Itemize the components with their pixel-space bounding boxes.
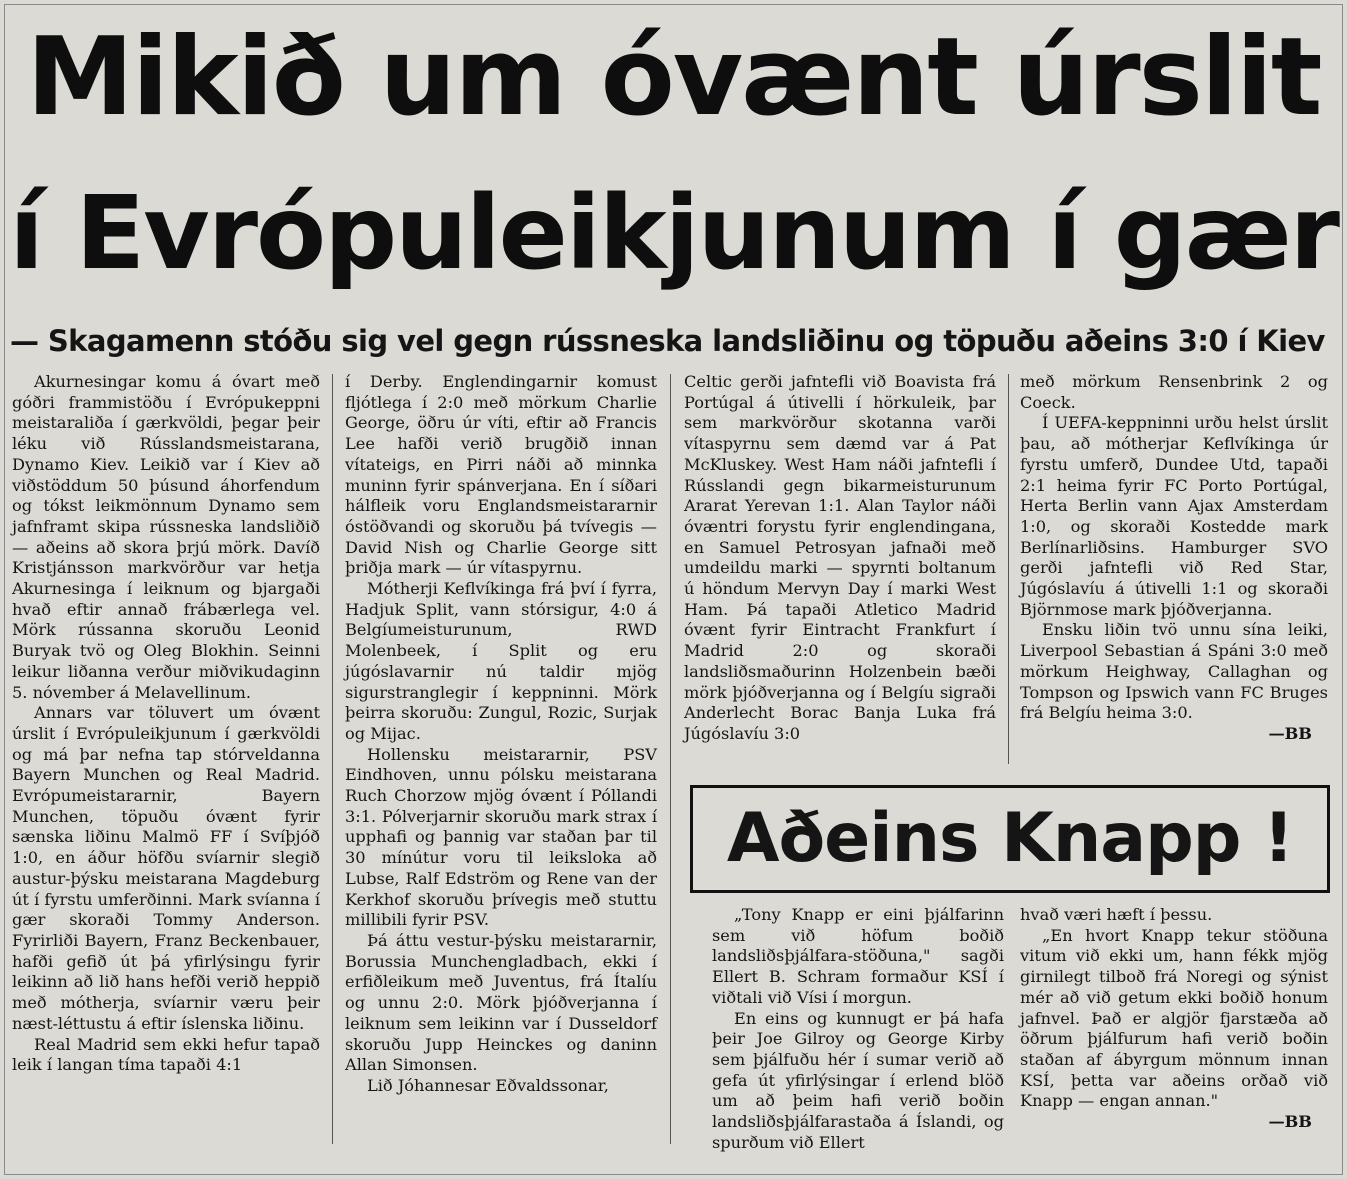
paragraph: Akurnesingar komu á óvart með góðri frammistöðu í Evrópukeppni meistaraliða í gærkvöldi, þegar þeir léku við Rússlandsmeistarana, Dynamo Kiev. Leikið var í Kiev að viðstöddum 50 þúsund áhorfendum og tókst leikmönnum Dynamo sem jafnframt skipa rússneska landsliðið — aðeins að skora þrjú mörk. Davíð Kristjánsson markvörður var hetja Akurnesinga í leiknum og bjargaði hvað eftir annað frábærlega vel. Mörk rússanna skoruðu Leonid Buryak tvö og Oleg Blokhin. Seinni leikur liðanna verður miðvikudaginn 5. nóvember á Melavellinum. bbox=[12, 372, 320, 702]
paragraph: Mótherji Keflvíkinga frá því í fyrra, Hadjuk Split, vann stórsigur, 4:0 á Belgíumeisturunum, RWD Molenbeek, í Split og eru júgóslavarnir nú taldir mjög sigurstranglegir í keppninni. Mörk þeirra skoruðu: Zungul, Rozic, Surjak og Mijac. bbox=[345, 579, 657, 743]
headline-line-1: Mikið um óvænt úrslit bbox=[26, 15, 1321, 140]
paragraph: „En hvort Knapp tekur stöðuna vitum við ekki um, hann fékk mjög girnilegt tilboð frá Noregi og sýnist mér að við getum ekki boðið honum jafnvel. Það er algjör fjarstæða að öðrum þjálfurum hafi verið boðin staðan af ábyrgum mönnum innan KSÍ, þetta var aðeins orðað við Knapp — engan annan." bbox=[1020, 925, 1328, 1111]
sidebar-column-1 bbox=[712, 905, 1004, 1153]
column-rule bbox=[332, 374, 333, 1144]
article-column-3 bbox=[684, 372, 996, 745]
paragraph: Annars var töluvert um óvænt úrslit í Evrópuleikjunum í gærkvöldi og má þar nefna tap stórveldanna Bayern Munchen og Real Madrid. Evrópumeistararnir, Bayern Munchen, töpuðu óvænt fyrir sænska liðinu Malmö FF í Svíþjóð 1:0, en áður höfðu svíarnir slegið austur-þýsku meistarana Magdeburg út í fyrstu umferðinni. Mark svíanna í gær skoraði Tommy Anderson. Fyrirliði Bayern, Franz Beckenbauer, hafði gefið út þá yfirlýsingu fyrir leikinn að lið hans hefði verið heppið með mótherja, svíarnir væru þeir næst-léttustu á eftir íslenska liðinu. bbox=[12, 703, 321, 1033]
sidebar-title: Aðeins Knapp ! bbox=[726, 799, 1294, 878]
article-column-2 bbox=[345, 372, 657, 1097]
headline-line-2: í Evrópuleikjunum í gær bbox=[9, 174, 1338, 293]
article-column-1 bbox=[12, 372, 320, 1076]
paragraph: Real Madrid sem ekki hefur tapað leik í langan tíma tapaði 4:1 bbox=[12, 1034, 320, 1075]
paragraph: En eins og kunnugt er þá hafa þeir Joe Gilroy og George Kirby sem þjálfuðu hér í sumar verið að gefa út yfirlýsingar í erlend blöð um að þeim hafi verið boðin landsliðsþjálfarastaða á Íslandi, og spurðum við Ellert bbox=[712, 1008, 1004, 1152]
paragraph: „Tony Knapp er eini þjálfarinn sem við höfum boðið landsliðsþjálfara-stöðuna," sagði Ellert B. Schram formaður KSÍ í viðtali við Vísi í morgun. bbox=[712, 905, 1004, 1007]
paragraph: Ensku liðin tvö unnu sína leiki, Liverpool Sebastian á Spáni 3:0 með mörkum Heighway, Callaghan og Tompson og Ipswich vann FC Bruges frá Belgíu heima 3:0. bbox=[1020, 620, 1328, 723]
column-rule bbox=[1008, 374, 1009, 764]
paragraph: Celtic gerði jafntefli við Boavista frá Portúgal á útivelli í hörkuleik, þar sem markvörður skotanna varði vítaspyrnu sem dæmd var á Pat McKluskey. West Ham náði jafntefli í Rússlandi gegn bikarmeisturunum Ararat Yerevan 1:1. Alan Taylor náði óvæntri forystu fyrir englendingana, en Samuel Petrosyan jafnaði með umdeildu marki — spyrnti boltanum ú höndum Mervyn Day í marki West Ham. Þá tapaði Atletico Madrid óvænt fyrir Eintracht Frankfurt í Madrid 2:0 og skoraði landsliðsmaðurinn Holzenbein bæði mörk þjóðverjanna og í Belgíu sigraði Anderlecht Borac Banja Luka frá Júgóslavíu 3:0 bbox=[684, 372, 996, 743]
subheadline: — Skagamenn stóðu sig vel gegn rússneska landsliðinu og töpuðu aðeins 3:0 í Kiev bbox=[10, 324, 1325, 358]
author-signature: —BB bbox=[1268, 723, 1312, 743]
paragraph: hvað væri hæft í þessu. bbox=[1020, 905, 1213, 924]
column-rule bbox=[670, 374, 671, 1144]
paragraph: í Derby. Englendingarnir komust fljótlega í 2:0 með mörkum Charlie George, öðru úr víti, eftir að Francis Lee hafði verið brugðið innan vítateigs, en Pirri náði að minnka muninn fyrir spánverjana. En í síðari hálfleik voru Englandsmeistararnir óstöðvandi og skoruðu þá tvívegis — David Nish og Charlie George sitt þriðja mark — úr vítaspyrnu. bbox=[345, 372, 657, 578]
paragraph: með mörkum Rensenbrink 2 og Coeck. bbox=[1020, 372, 1328, 412]
paragraph: Þá áttu vestur-þýsku meistararnir, Borussia Munchengladbach, ekki í erfiðleikum með Juventus, frá Ítalíu og unnu 2:0. Mörk þjóðverjanna í leiknum sem leikinn var í Dusseldorf skoruðu Jupp Heinckes og daninn Allan Simonsen. bbox=[345, 930, 657, 1075]
sidebar-title-box bbox=[690, 785, 1330, 893]
paragraph: Lið Jóhannesar Eðvaldssonar, bbox=[367, 1075, 609, 1095]
paragraph: Í UEFA-keppninni urðu helst úrslit þau, að mótherjar Keflvíkinga úr fyrstu umferð, Dundee Utd, tapaði 2:1 heima fyrir FC Porto Portúgal, Herta Berlin vann Ajax Amsterdam 1:0, og skoraði Kostedde mark Berlínarliðsins. Hamburger SVO gerði jafntefli við Red Star, Júgóslavíu á útivelli 1:1 og skoraði Björnmose mark þjóðverjanna. bbox=[1020, 413, 1328, 619]
sidebar-signature: —BB bbox=[1268, 1112, 1312, 1132]
sidebar-column-2 bbox=[1020, 905, 1328, 1133]
article-column-4 bbox=[1020, 372, 1328, 745]
paragraph: Hollensku meistararnir, PSV Eindhoven, unnu pólsku meistarana Ruch Chorzow mjög óvænt í Póllandi 3:1. Pólverjarnir skoruðu mark strax í upphafi og þannig var staðan þar til 30 mínútur voru til leiksloka að Lubse, Ralf Edström og Rene van der Kerkhof skoruðu þrívegis með stuttu millibili fyrir PSV. bbox=[345, 744, 657, 930]
